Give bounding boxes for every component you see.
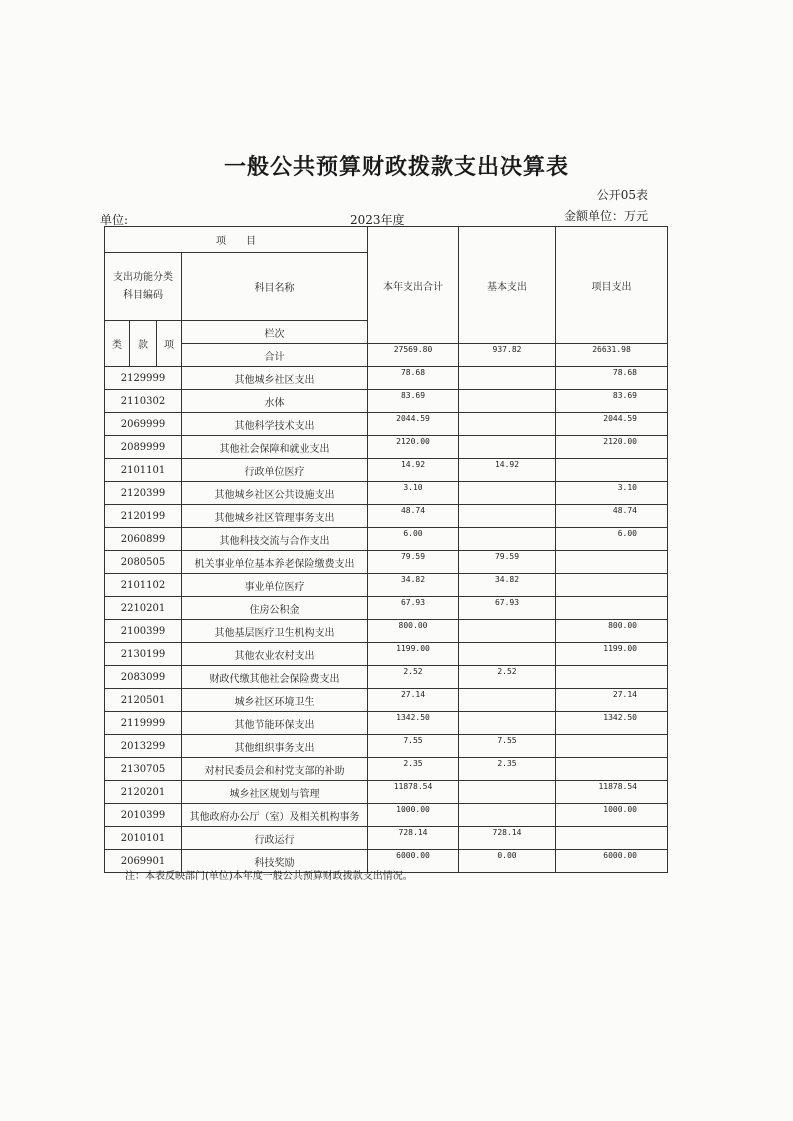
table-row	[105, 620, 668, 643]
table-row	[105, 528, 668, 551]
account-name: 其他政府办公厅（室）及相关机构事务	[182, 804, 368, 827]
total-amount: 11878.54	[368, 781, 459, 804]
table-row	[105, 804, 668, 827]
table-row	[105, 482, 668, 505]
total-amount: 48.74	[368, 505, 459, 528]
project-amount: 48.74	[556, 505, 668, 528]
account-code: 2010399	[105, 804, 182, 827]
total-amount: 1342.50	[368, 712, 459, 735]
account-code: 2120501	[105, 689, 182, 712]
account-code: 2120399	[105, 482, 182, 505]
total-amount: 27.14	[368, 689, 459, 712]
project-amount: 1342.50	[556, 712, 668, 735]
account-code: 2130199	[105, 643, 182, 666]
table-row	[105, 390, 668, 413]
fiscal-year: 2023年度	[350, 213, 405, 227]
account-name: 其他科学技术支出	[182, 413, 368, 436]
total-amount: 34.82	[368, 574, 459, 597]
basic-amount: 67.93	[459, 597, 556, 620]
basic-amount	[459, 620, 556, 643]
account-name: 财政代缴其他社会保险费支出	[182, 666, 368, 689]
project-header: 项 目	[105, 227, 368, 253]
basic-amount: 14.92	[459, 459, 556, 482]
basic-amount	[459, 482, 556, 505]
money-unit: 金额单位：万元	[563, 209, 648, 223]
project-amount: 2120.00	[556, 436, 668, 459]
code-column-header: 支出功能分类科目编码	[105, 253, 182, 321]
account-code: 2101102	[105, 574, 182, 597]
total-amount: 6.00	[368, 528, 459, 551]
account-code: 2100399	[105, 620, 182, 643]
table-row	[105, 689, 668, 712]
project-amount: 1000.00	[556, 804, 668, 827]
total-amount: 1199.00	[368, 643, 459, 666]
account-code: 2119999	[105, 712, 182, 735]
account-name: 对村民委员会和村党支部的补助	[182, 758, 368, 781]
table-row	[105, 505, 668, 528]
account-code: 2129999	[105, 367, 182, 390]
account-name: 城乡社区环境卫生	[182, 689, 368, 712]
account-code: 2120201	[105, 781, 182, 804]
basic-amount: 0.00	[459, 850, 556, 873]
total-amount: 2044.59	[368, 413, 459, 436]
basic-amount	[459, 781, 556, 804]
account-name: 行政运行	[182, 827, 368, 850]
account-code: 2101101	[105, 459, 182, 482]
project-column-header: 项目支出	[556, 227, 668, 344]
page-title: 一般公共预算财政拨款支出决算表	[223, 155, 569, 180]
table-row	[105, 551, 668, 574]
project-amount	[556, 735, 668, 758]
project-amount	[556, 666, 668, 689]
basic-amount: 34.82	[459, 574, 556, 597]
lei-header: 类	[105, 321, 130, 367]
basic-amount	[459, 643, 556, 666]
total-row-label: 合计	[182, 344, 368, 367]
kuan-header: 款	[130, 321, 157, 367]
unit-label: 单位:	[100, 213, 129, 227]
table-row	[105, 436, 668, 459]
account-name: 其他社会保障和就业支出	[182, 436, 368, 459]
account-code: 2080505	[105, 551, 182, 574]
total-amount: 79.59	[368, 551, 459, 574]
account-code: 2069901	[105, 850, 182, 873]
project-amount	[556, 758, 668, 781]
project-amount	[556, 574, 668, 597]
table-row	[105, 459, 668, 482]
table-row	[105, 712, 668, 735]
table-row	[105, 643, 668, 666]
account-code: 2083099	[105, 666, 182, 689]
project-amount: 800.00	[556, 620, 668, 643]
table-row	[105, 413, 668, 436]
account-code: 2069999	[105, 413, 182, 436]
total-amount: 800.00	[368, 620, 459, 643]
total-amount: 78.68	[368, 367, 459, 390]
account-name: 机关事业单位基本养老保险缴费支出	[182, 551, 368, 574]
basic-amount	[459, 367, 556, 390]
basic-column-header: 基本支出	[459, 227, 556, 344]
basic-amount	[459, 505, 556, 528]
basic-amount: 2.52	[459, 666, 556, 689]
xiang-header: 项	[157, 321, 182, 367]
table-note: 注：本表反映部门(单位)本年度一般公共预算财政拨款支出情况。	[125, 871, 413, 882]
account-name: 行政单位医疗	[182, 459, 368, 482]
total-amount: 2120.00	[368, 436, 459, 459]
table-row	[105, 827, 668, 850]
account-name: 其他科技交流与合作支出	[182, 528, 368, 551]
account-name: 水体	[182, 390, 368, 413]
account-name: 事业单位医疗	[182, 574, 368, 597]
account-code: 2110302	[105, 390, 182, 413]
project-amount: 2044.59	[556, 413, 668, 436]
total-amount: 2.35	[368, 758, 459, 781]
account-name: 其他城乡社区公共设施支出	[182, 482, 368, 505]
account-name: 其他节能环保支出	[182, 712, 368, 735]
basic-amount	[459, 528, 556, 551]
project-amount: 6000.00	[556, 850, 668, 873]
table-row	[105, 735, 668, 758]
total-amount: 2.52	[368, 666, 459, 689]
account-code: 2010101	[105, 827, 182, 850]
name-column-header: 科目名称	[182, 253, 368, 321]
total-row-project: 26631.98	[556, 344, 668, 367]
total-amount: 7.55	[368, 735, 459, 758]
basic-amount	[459, 689, 556, 712]
account-name: 其他城乡社区管理事务支出	[182, 505, 368, 528]
project-amount: 3.10	[556, 482, 668, 505]
project-amount	[556, 459, 668, 482]
basic-amount	[459, 413, 556, 436]
project-amount: 1199.00	[556, 643, 668, 666]
basic-amount	[459, 436, 556, 459]
project-amount: 83.69	[556, 390, 668, 413]
table-row	[105, 758, 668, 781]
expenditure-table	[104, 226, 668, 873]
total-amount: 83.69	[368, 390, 459, 413]
table-row	[105, 666, 668, 689]
total-amount: 3.10	[368, 482, 459, 505]
account-name: 城乡社区规划与管理	[182, 781, 368, 804]
basic-amount	[459, 804, 556, 827]
project-amount: 27.14	[556, 689, 668, 712]
basic-amount	[459, 390, 556, 413]
account-name: 科技奖励	[182, 850, 368, 873]
basic-amount: 7.55	[459, 735, 556, 758]
project-amount: 78.68	[556, 367, 668, 390]
project-amount	[556, 551, 668, 574]
form-number: 公开05表	[596, 188, 648, 202]
lanci-label: 栏次	[182, 321, 368, 344]
table-row	[105, 781, 668, 804]
account-name: 其他组织事务支出	[182, 735, 368, 758]
project-amount: 6.00	[556, 528, 668, 551]
basic-amount: 2.35	[459, 758, 556, 781]
basic-amount: 728.14	[459, 827, 556, 850]
account-code: 2089999	[105, 436, 182, 459]
account-name: 住房公积金	[182, 597, 368, 620]
account-name: 其他农业农村支出	[182, 643, 368, 666]
project-amount	[556, 597, 668, 620]
total-amount: 14.92	[368, 459, 459, 482]
account-code: 2130705	[105, 758, 182, 781]
account-code: 2013299	[105, 735, 182, 758]
basic-amount: 79.59	[459, 551, 556, 574]
account-code: 2060899	[105, 528, 182, 551]
account-code: 2210201	[105, 597, 182, 620]
project-amount: 11878.54	[556, 781, 668, 804]
project-amount	[556, 827, 668, 850]
table-row	[105, 597, 668, 620]
account-name: 其他城乡社区支出	[182, 367, 368, 390]
total-amount: 67.93	[368, 597, 459, 620]
table-row	[105, 574, 668, 597]
total-row-basic: 937.82	[459, 344, 556, 367]
total-amount: 728.14	[368, 827, 459, 850]
table-row	[105, 367, 668, 390]
total-amount: 6000.00	[368, 850, 459, 873]
basic-amount	[459, 712, 556, 735]
total-amount: 1000.00	[368, 804, 459, 827]
account-code: 2120199	[105, 505, 182, 528]
account-name: 其他基层医疗卫生机构支出	[182, 620, 368, 643]
total-row-total: 27569.80	[368, 344, 459, 367]
total-column-header: 本年支出合计	[368, 227, 459, 344]
